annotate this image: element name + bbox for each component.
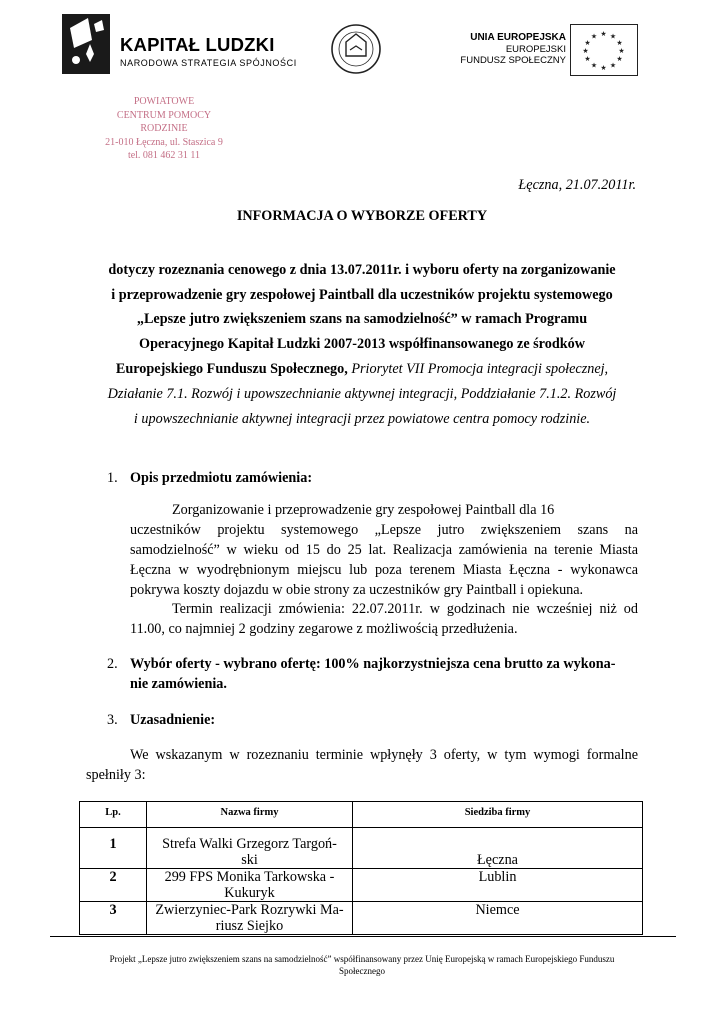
row-3-seat: Niemce bbox=[353, 902, 643, 935]
section-3-heading: Uzasadnienie: bbox=[130, 712, 216, 728]
stamp-line4: tel. 081 462 31 11 bbox=[127, 150, 201, 161]
eu-line1: UNIA EUROPEJSKA bbox=[470, 32, 566, 43]
row-2-name-l1: 299 FPS Monika Tarkowska - bbox=[164, 869, 335, 885]
section-2-line-1: Wybór oferty - wybrano ofertę: 100% najkorzystniejsza cena brutto za wykona- bbox=[130, 656, 616, 672]
section-2-number: 2. bbox=[107, 656, 118, 672]
row-1-name bbox=[147, 828, 353, 869]
section-3-number: 3. bbox=[107, 712, 118, 728]
svg-text:★: ★ bbox=[590, 32, 598, 41]
svg-text:★: ★ bbox=[584, 55, 591, 63]
eu-line3: FUNDUSZ SPOŁECZNY bbox=[460, 55, 566, 66]
row-2-lp: 2 bbox=[80, 869, 147, 902]
footer-line-2: Społecznego bbox=[339, 966, 385, 976]
section-3-line-2: spełniły 3: bbox=[86, 767, 146, 783]
institution-stamp bbox=[100, 95, 228, 163]
stamp-line1: POWIATOWE bbox=[133, 96, 195, 107]
section-3-line-1: We wskazanym w rozeznaniu terminie wpłynęły 3 oferty, w tym wymogi formalne bbox=[130, 747, 638, 763]
section-1-line-1: Zorganizowanie i przeprowadzenie gry zespołowej Paintball dla 16 bbox=[172, 502, 555, 518]
section-1-line-7: 11.00, co najmniej 2 godziny zegarowe z możliwością przedłużenia. bbox=[130, 621, 518, 637]
row-3-lp: 3 bbox=[80, 902, 147, 935]
table-header-seat: Siedziba firmy bbox=[353, 802, 643, 828]
row-2-name bbox=[147, 869, 353, 902]
section-1-line-2: uczestników projektu systemowego „Lepsze jutro zwiększeniem szans na bbox=[130, 522, 638, 538]
svg-text:★: ★ bbox=[616, 55, 623, 63]
intro-line-6: Działanie 7.1. Rozwój i upowszechnianie aktywnej integracji, Poddziałanie 7.1.2. Rozwój bbox=[107, 386, 617, 402]
pcpr-seal-logo bbox=[330, 20, 382, 78]
table-header-lp: Lp. bbox=[80, 802, 147, 828]
intro-line-2: i przeprowadzenie gry zespołowej Paintball dla uczestników projektu systemowego bbox=[111, 287, 613, 303]
document-title: INFORMACJA O WYBORZE OFERTY bbox=[236, 208, 488, 224]
section-1-heading: Opis przedmiotu zamówienia: bbox=[130, 470, 313, 486]
table-row bbox=[80, 828, 643, 869]
row-2-seat: Lublin bbox=[353, 869, 643, 902]
table-header-name: Nazwa firmy bbox=[147, 802, 353, 828]
stamp-line3: 21-010 Łęczna, ul. Staszica 9 bbox=[105, 136, 223, 148]
row-3-name-l2: riusz Siejko bbox=[215, 918, 284, 934]
kapital-ludzki-subtitle: NARODOWA STRATEGIA SPÓJNOŚCI bbox=[120, 58, 297, 68]
section-2-line-2: nie zamówienia. bbox=[130, 676, 227, 692]
row-1-name-l2: ski bbox=[241, 852, 258, 868]
intro-line-7: i upowszechnianie aktywnej integracji przez powiatowe centra pomocy rodzinie. bbox=[133, 411, 591, 427]
header-logos bbox=[62, 14, 638, 80]
section-1-line-3: samodzielność” w wieku od 15 do 25 lat. Realizacja zamówienia na terenie Miasta bbox=[130, 542, 638, 558]
svg-text:★: ★ bbox=[609, 32, 617, 41]
footer-divider bbox=[50, 936, 676, 937]
svg-text:★: ★ bbox=[582, 47, 589, 55]
intro-line-4: Operacyjnego Kapitał Ludzki 2007-2013 współfinansowanego ze środków bbox=[139, 336, 585, 352]
footer-text bbox=[0, 953, 724, 977]
svg-text:★: ★ bbox=[590, 61, 598, 70]
svg-text:★: ★ bbox=[609, 61, 617, 70]
eu-line2: EUROPEJSKI bbox=[505, 43, 566, 55]
intro-line-5-italic: Priorytet VII Promocja integracji społecznej, bbox=[347, 361, 609, 377]
svg-text:★: ★ bbox=[600, 30, 607, 38]
svg-text:★: ★ bbox=[616, 39, 623, 47]
kapital-ludzki-title: KAPITAŁ LUDZKI bbox=[120, 34, 275, 55]
section-1-line-6: Termin realizacji zmówienia: 22.07.2011r. w godzinach nie wcześniej niż od bbox=[172, 601, 638, 617]
eu-text bbox=[458, 32, 566, 67]
svg-text:★: ★ bbox=[600, 64, 607, 72]
table-header-row bbox=[80, 802, 643, 828]
svg-text:★: ★ bbox=[584, 39, 591, 47]
row-1-name-l1: Strefa Walki Grzegorz Targoń- bbox=[162, 836, 337, 852]
intro-line-5-bold: Europejskiego Funduszu Społecznego, bbox=[115, 361, 348, 377]
intro-line-5 bbox=[0, 361, 724, 377]
offers-table bbox=[79, 801, 643, 935]
section-1-line-4: Łęczna w wyodrębnionym miejscu lub poza terenem Miasta Łęczna - wykonawca bbox=[130, 562, 638, 578]
footer-line-1: Projekt „Lepsze jutro zwiększeniem szans na samodzielność” współfinansowany przez Unię Europejską w ramach Europejskiego Funduszu bbox=[109, 954, 615, 964]
row-3-name bbox=[147, 902, 353, 935]
intro-line-3: „Lepsze jutro zwiększeniem szans na samodzielność” w ramach Programu bbox=[136, 311, 588, 327]
section-1-number: 1. bbox=[107, 470, 118, 486]
row-1-seat: Łęczna bbox=[353, 828, 643, 869]
row-2-name-l2: Kukuryk bbox=[224, 885, 275, 901]
table-row bbox=[80, 902, 643, 935]
svg-text:★: ★ bbox=[618, 47, 625, 55]
section-1-text-line bbox=[172, 502, 554, 518]
row-1-lp: 1 bbox=[80, 828, 147, 869]
stamp-line2: CENTRUM POMOCY RODZINIE bbox=[116, 109, 212, 134]
table-row bbox=[80, 869, 643, 902]
eu-flag-icon bbox=[570, 24, 638, 76]
document-date: Łęczna, 21.07.2011r. bbox=[518, 177, 636, 193]
kapital-ludzki-logo bbox=[62, 14, 110, 74]
intro-line-1: dotyczy rozeznania cenowego z dnia 13.07.2011r. i wyboru oferty na zorganizowanie bbox=[108, 262, 616, 278]
section-1-line-5: pokrywa koszty dojazdu w obie strony za uczestników gry Paintball i opiekuna. bbox=[130, 582, 584, 598]
row-3-name-l1: Zwierzyniec-Park Rozrywki Ma- bbox=[155, 902, 344, 918]
